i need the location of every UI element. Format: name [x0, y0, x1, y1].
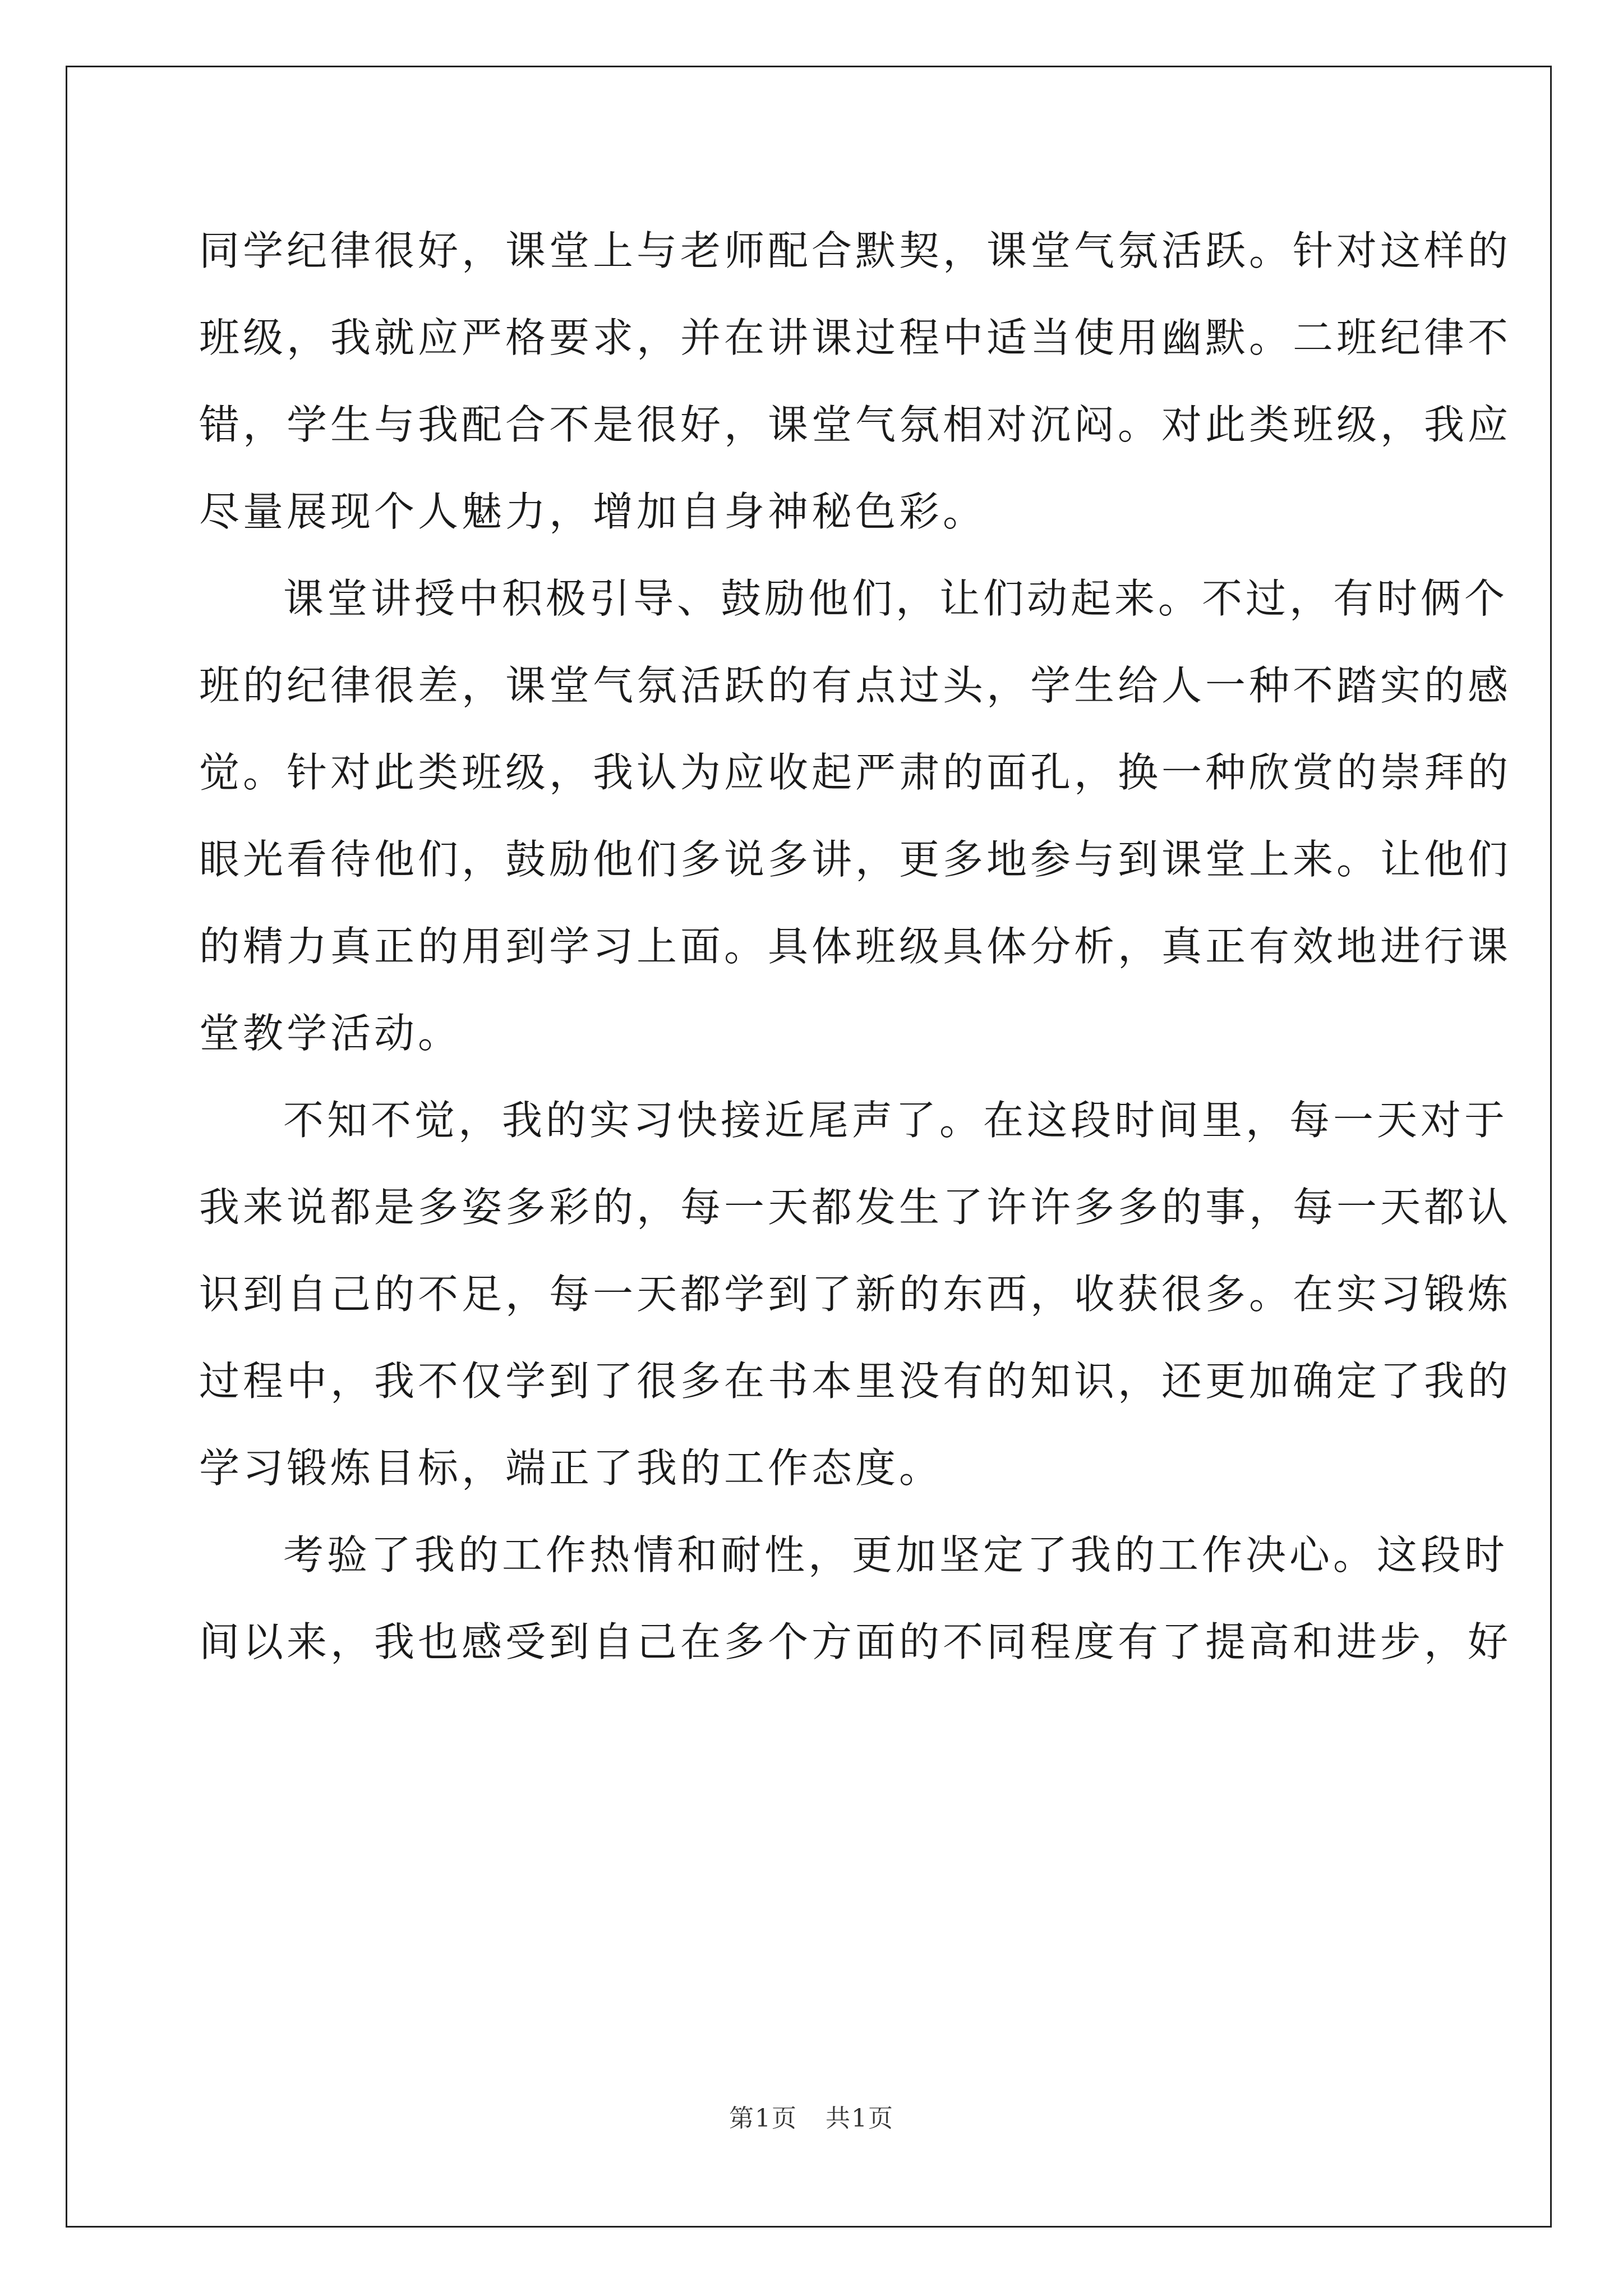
text-line: 错，学生与我配合不是很好，课堂气氛相对沉闷。对此类班级，我应	[199, 401, 1512, 448]
text-line: 的精力真正的用到学习上面。具体班级具体分析，真正有效地进行课	[199, 923, 1512, 970]
paragraph-1	[199, 208, 1512, 555]
page-total: 共1页	[826, 2104, 894, 2133]
document-body	[199, 208, 1512, 1686]
text-line: 考验了我的工作热情和耐性，更加坚定了我的工作决心。这段时	[283, 1531, 1509, 1579]
text-line: 同学纪律很好，课堂上与老师配合默契，课堂气氛活跃。针对这样的	[199, 227, 1512, 274]
page-footer	[0, 2098, 1623, 2134]
text-line: 间以来，我也感受到自己在多个方面的不同程度有了提高和进步，好	[199, 1618, 1512, 1665]
text-line: 不知不觉，我的实习快接近尾声了。在这段时间里，每一天对于	[283, 1097, 1509, 1144]
paragraph-3	[199, 1077, 1512, 1512]
text-line: 班的纪律很差，课堂气氛活跃的有点过头，学生给人一种不踏实的感	[199, 662, 1512, 709]
text-line: 班级，我就应严格要求，并在讲课过程中适当使用幽默。二班纪律不	[199, 314, 1512, 361]
paragraph-4	[199, 1512, 1512, 1686]
text-line: 学习锻炼目标，端正了我的工作态度。	[199, 1444, 943, 1492]
paragraph-2	[199, 555, 1512, 1077]
text-line: 我来说都是多姿多彩的，每一天都发生了许许多多的事，每一天都认	[199, 1184, 1512, 1231]
page-number: 第1页	[729, 2104, 797, 2133]
text-line: 课堂讲授中积极引导、鼓励他们，让们动起来。不过，有时俩个	[283, 575, 1509, 622]
text-line: 过程中，我不仅学到了很多在书本里没有的知识，还更加确定了我的	[199, 1358, 1512, 1405]
text-line: 眼光看待他们，鼓励他们多说多讲，更多地参与到课堂上来。让他们	[199, 836, 1512, 883]
text-line: 堂教学活动。	[199, 1010, 462, 1057]
text-line: 尽量展现个人魅力，增加自身神秘色彩。	[199, 488, 987, 535]
text-line: 识到自己的不足，每一天都学到了新的东西，收获很多。在实习锻炼	[199, 1271, 1512, 1318]
text-line: 觉。针对此类班级，我认为应收起严肃的面孔，换一种欣赏的崇拜的	[199, 749, 1512, 796]
